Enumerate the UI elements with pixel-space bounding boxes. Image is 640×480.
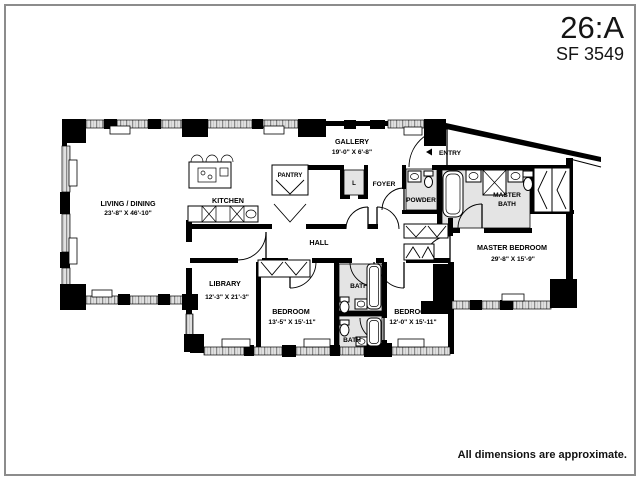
bathtub-icon [367, 318, 381, 346]
bedroom1-dims: 13'-5" X 15'-11" [268, 319, 316, 326]
kitchen-label: KITCHEN [212, 196, 244, 205]
library-label: LIBRARY [209, 279, 241, 288]
gallery-dims: 19'-0" X 6'-8" [331, 149, 373, 156]
foyer-label: FOYER [372, 181, 396, 188]
living-dining-dims: 23'-8" X 46'-10" [104, 210, 152, 217]
linen-closet-label: L [352, 180, 356, 187]
square-footage: SF 3549 [555, 44, 624, 64]
bath2-label: BATH [343, 337, 361, 344]
sink-icon [466, 170, 481, 182]
powder-label: POWDER [406, 197, 436, 204]
kitchen-fixtures [188, 155, 258, 222]
hall-label: HALL [309, 238, 329, 247]
range-island-icon [189, 155, 233, 188]
toilet-icon [340, 320, 349, 336]
master-bedroom-dims: 29'-8" X 15'-9" [491, 256, 535, 263]
entry-label: ENTRY [438, 150, 462, 157]
pantry-label: PANTRY [277, 172, 303, 179]
bedroom2-dims: 12'-0" X 15'-11" [389, 319, 437, 326]
bathtub-icon [367, 264, 381, 309]
toilet-icon [340, 297, 349, 313]
sink-icon [408, 171, 421, 182]
toilet-icon [424, 171, 433, 188]
living-dining-label: LIVING / DINING [100, 199, 156, 208]
bedroom2-label: BEDROOM [394, 307, 432, 316]
bathtub-icon [443, 171, 463, 217]
unit-number: 26:A [560, 10, 624, 45]
dimensions-disclaimer: All dimensions are approximate. [457, 449, 627, 461]
entry-arrow-icon [426, 149, 432, 156]
bedroom1-label: BEDROOM [272, 307, 310, 316]
master-bedroom-label: MASTER BEDROOM [477, 243, 547, 252]
library-dims: 12'-3" X 21'-3" [205, 294, 249, 301]
toilet-icon [523, 171, 533, 191]
sink-icon [355, 299, 367, 309]
bath1-label: BATH [350, 283, 368, 290]
kitchen-counter-icon [188, 206, 258, 222]
sink-icon [508, 170, 523, 182]
master-bath-label-line1: MASTER [493, 192, 521, 199]
master-bath-label-line2: BATH [498, 201, 516, 208]
gallery-label: GALLERY [334, 137, 370, 146]
